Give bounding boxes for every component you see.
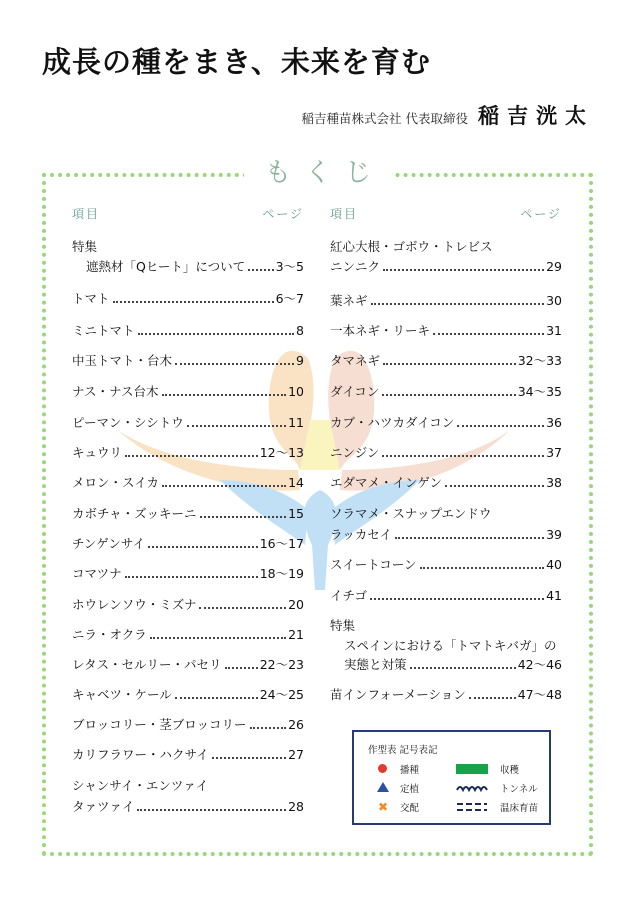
legend-label: トンネル — [500, 784, 538, 795]
toc-entry-page: 12～13 — [259, 445, 304, 460]
toc-entry — [72, 777, 304, 795]
toc-entry-title: タァツァイ — [72, 799, 135, 814]
toc-entry-title: カボチャ・ズッキーニ — [72, 506, 197, 521]
toc-entry-title: 葉ネギ — [330, 293, 368, 308]
toc-entry-title: タマネギ — [330, 353, 381, 368]
legend-hotbed — [456, 800, 538, 814]
leader-dots — [148, 546, 258, 548]
leader-dots — [187, 425, 286, 427]
toc-entry — [330, 414, 562, 432]
leader-dots — [383, 363, 516, 365]
toc-entry-page: 28 — [288, 799, 304, 814]
leader-dots — [175, 697, 258, 699]
leader-dots — [200, 516, 287, 518]
toc-entry — [72, 565, 304, 583]
legend-tunnel — [456, 781, 538, 795]
leader-dots — [137, 809, 286, 811]
toc-entry-page: 27 — [288, 747, 304, 762]
leader-dots — [113, 301, 274, 303]
toc-entry-page: 32～33 — [517, 353, 562, 368]
leader-dots — [162, 394, 287, 396]
toc-entry — [72, 258, 304, 276]
toc-entry — [72, 535, 304, 553]
toc-title: もくじ — [244, 156, 392, 190]
toc-entry — [72, 505, 304, 523]
toc-entry — [330, 656, 562, 674]
toc-entry-page: 36 — [546, 415, 562, 430]
toc-entry-title: ソラマメ・スナップエンドウ — [330, 506, 492, 521]
leader-dots — [383, 269, 544, 271]
right-column-header — [330, 205, 562, 222]
legend-label: 温床育苗 — [500, 803, 539, 814]
toc-entry-page: 3～5 — [275, 259, 304, 274]
toc-entry-title: ブロッコリー・茎ブロッコリー — [72, 717, 247, 732]
toc-entry-page: 31 — [546, 323, 562, 338]
page-title: 成長の種をまき、未来を育む — [42, 45, 431, 79]
toc-entry — [330, 526, 562, 544]
legend-label: 定植 — [400, 784, 420, 795]
toc-entry-page: 6～7 — [275, 291, 304, 306]
item-header: 項目 — [330, 207, 359, 221]
leader-dots — [199, 607, 286, 609]
toc-entry-title: ピーマン・シシトウ — [72, 415, 184, 430]
leader-dots — [371, 303, 545, 305]
toc-entry-title: ミニトマト — [72, 323, 135, 338]
toc-entry — [330, 587, 562, 605]
toc-entry-page: 14 — [288, 475, 304, 490]
toc-entry-page: 18～19 — [259, 566, 304, 581]
toc-entry-page: 37 — [546, 445, 562, 460]
toc-entry-page: 9 — [296, 353, 304, 368]
leader-dots — [410, 667, 516, 669]
red-dot-icon — [376, 763, 390, 775]
toc-entry-page: 47～48 — [517, 687, 562, 702]
toc-entry — [330, 474, 562, 492]
toc-entry-title: チンゲンサイ — [72, 536, 146, 551]
toc-entry — [330, 238, 562, 256]
toc-entry-page: 20 — [288, 597, 304, 612]
toc-entry-page: 8 — [296, 323, 304, 338]
company-title: 稲吉種苗株式会社 代表取締役 — [301, 111, 468, 126]
toc-entry-title: イチゴ — [330, 588, 368, 603]
toc-entry-title: 実態と対策 — [344, 657, 407, 672]
toc-entry — [72, 798, 304, 816]
toc-entry-title: 特集 — [72, 239, 98, 254]
toc-entry — [72, 746, 304, 764]
toc-entry-title: 一本ネギ・リーキ — [330, 323, 431, 338]
toc-entry-title: メロン・スイカ — [72, 475, 159, 490]
toc-entry-page: 40 — [546, 557, 562, 572]
toc-entry — [72, 474, 304, 492]
toc-entry — [72, 444, 304, 462]
toc-entry — [72, 596, 304, 614]
left-column-header — [72, 205, 304, 222]
toc-entry-page: 41 — [546, 588, 562, 603]
toc-entry-title: 中玉トマト・台木 — [72, 353, 173, 368]
toc-entry-page: 34～35 — [517, 384, 562, 399]
leader-dots — [469, 697, 516, 699]
leader-dots — [212, 757, 286, 759]
page-header: ページ — [262, 207, 304, 221]
toc-entry-page: 38 — [546, 475, 562, 490]
toc-entry — [72, 322, 304, 340]
toc-entry — [330, 617, 562, 635]
toc-entry — [330, 258, 562, 276]
toc-entry-page: 26 — [288, 717, 304, 732]
toc-entry-title: キュウリ — [72, 445, 123, 460]
legend-sowing — [376, 762, 419, 776]
leader-dots — [382, 455, 544, 457]
symbol-legend — [352, 730, 551, 825]
toc-entry — [330, 444, 562, 462]
leader-dots — [125, 576, 258, 578]
toc-entry-title: 苗インフォーメーション — [330, 687, 466, 702]
toc-entry-page: 21 — [288, 627, 304, 642]
toc-entry-title: レタス・セルリー・パセリ — [72, 657, 222, 672]
leader-dots — [138, 333, 295, 335]
toc-entry — [330, 637, 562, 655]
toc-entry — [72, 352, 304, 370]
toc-entry-title: ラッカセイ — [330, 527, 392, 542]
leader-dots — [225, 667, 258, 669]
hotbed-dash-icon — [456, 802, 488, 812]
toc-entry-title: カブ・ハツカダイコン — [330, 415, 455, 430]
toc-entry-title: エダマメ・インゲン — [330, 475, 443, 490]
page-header: ページ — [520, 207, 562, 221]
leader-dots — [162, 485, 286, 487]
toc-entry-page: 24～25 — [259, 687, 304, 702]
leader-dots — [150, 637, 286, 639]
leader-dots — [382, 394, 515, 396]
leader-dots — [445, 485, 544, 487]
orange-cross-icon: ✖ — [377, 800, 389, 814]
toc-entry — [330, 686, 562, 704]
legend-title: 作型表 記号表記 — [368, 745, 438, 756]
toc-entry-title: 遮熱材「Qヒート」について — [86, 259, 246, 274]
toc-entry-title: トマト — [72, 291, 110, 306]
toc-entry — [72, 686, 304, 704]
toc-entry-page: 42～46 — [517, 657, 562, 672]
leader-dots — [125, 455, 258, 457]
blue-triangle-icon — [376, 782, 390, 794]
toc-entry — [72, 383, 304, 401]
author-name: 稲吉洸太 — [478, 103, 594, 128]
toc-entry-page: 39 — [546, 527, 562, 542]
toc-entry-title: ニラ・オクラ — [72, 627, 147, 642]
toc-entry-title: スイートコーン — [330, 557, 417, 572]
toc-entry-page: 29 — [546, 259, 562, 274]
toc-entry-page: 22～23 — [259, 657, 304, 672]
toc-entry-title: スペインにおける「トマトキバガ」の — [344, 638, 557, 653]
toc-entry-title: カリフラワー・ハクサイ — [72, 747, 209, 762]
toc-entry — [330, 292, 562, 310]
toc-entry-title: 特集 — [330, 618, 356, 633]
leader-dots — [250, 727, 287, 729]
tunnel-wave-icon — [456, 783, 488, 793]
leader-dots — [457, 425, 544, 427]
toc-entry — [330, 556, 562, 574]
toc-entry-title: 紅心大根・ゴボウ・トレビス — [330, 239, 493, 254]
toc-entry — [330, 383, 562, 401]
toc-entry — [72, 656, 304, 674]
legend-label: 収穫 — [500, 765, 520, 776]
toc-entry-title: ナス・ナス台木 — [72, 384, 159, 399]
toc-entry-title: ニンジン — [330, 445, 380, 460]
toc-entry — [72, 238, 304, 256]
toc-entry-page: 11 — [288, 415, 304, 430]
leader-dots — [175, 363, 294, 365]
leader-dots — [395, 537, 544, 539]
leader-dots — [248, 269, 274, 271]
toc-entry — [72, 290, 304, 308]
toc-entry — [330, 505, 562, 523]
toc-entry-page: 16～17 — [259, 536, 304, 551]
toc-entry-page: 15 — [288, 506, 304, 521]
toc-entry-title: コマツナ — [72, 566, 122, 581]
leader-dots — [420, 567, 545, 569]
leader-dots — [370, 598, 544, 600]
toc-entry — [72, 716, 304, 734]
toc-entry-title: キャベツ・ケール — [72, 687, 172, 702]
toc-entry-page: 30 — [546, 293, 562, 308]
green-bar-icon — [456, 764, 488, 774]
leader-dots — [433, 333, 544, 335]
legend-harvest — [456, 762, 519, 776]
legend-label: 交配 — [400, 803, 420, 814]
toc-entry-title: ニンニク — [330, 259, 381, 274]
legend-label: 播種 — [400, 765, 420, 776]
toc-entry-title: ダイコン — [330, 384, 380, 399]
item-header: 項目 — [72, 207, 101, 221]
toc-entry-title: シャンサイ・エンツァイ — [72, 778, 209, 793]
toc-entry — [330, 322, 562, 340]
toc-entry — [72, 626, 304, 644]
toc-entry — [330, 352, 562, 370]
toc-entry-page: 10 — [288, 384, 304, 399]
author-line — [302, 100, 594, 130]
legend-planting — [376, 781, 419, 795]
legend-crossing — [376, 800, 419, 814]
toc-entry — [72, 414, 304, 432]
toc-entry-title: ホウレンソウ・ミズナ — [72, 597, 197, 612]
